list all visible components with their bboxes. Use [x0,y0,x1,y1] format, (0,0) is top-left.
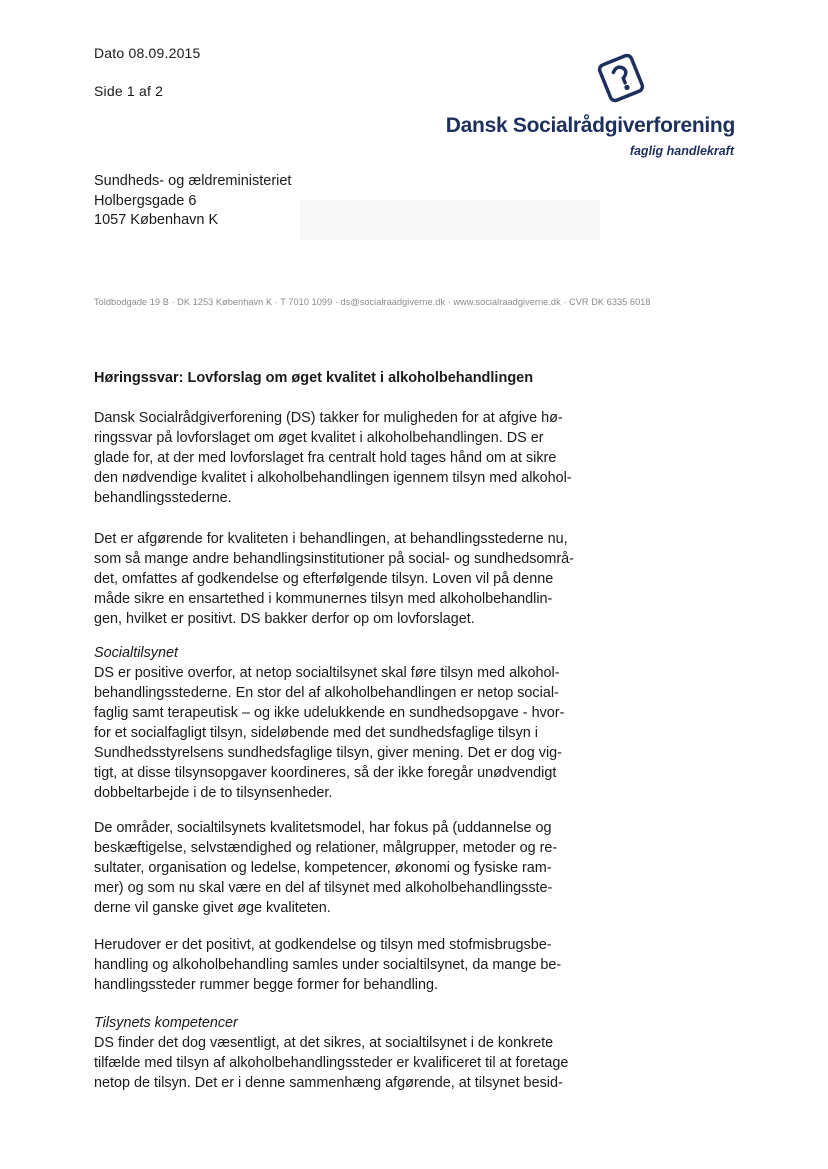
contact-footer-line: Toldbodgade 19 B · DK 1253 København K · T 7010 1099 · ds@socialraadgiverne.dk · www.socialraadgiverne.dk · CVR DK 6335 6018 [94,297,651,307]
text-line: Dansk Socialrådgiverforening (DS) takker for muligheden for at afgive hø- [94,410,563,426]
scan-smudge [300,200,600,240]
text-line: ringssvar på lovforslaget om øget kvalitet i alkoholbehandlingen. DS er [94,430,544,446]
text-line: dobbeltarbejde i de to tilsynsenheder. [94,785,333,801]
recipient-line: Holbergsgade 6 [94,192,197,209]
text-line: handling og alkoholbehandling samles under socialtilsynet, da mange be- [94,957,562,973]
text-line: for et socialfagligt tilsyn, sideløbende med det sundhedsfaglige tilsyn i [94,725,538,741]
text-line: behandlingsstederne. [94,490,232,506]
text-line: sultater, organisation og ledelse, kompetencer, økonomi og fysiske ram- [94,860,552,876]
letter-title: Høringssvar: Lovforslag om øget kvalitet i alkoholbehandlingen [94,370,534,386]
text-line: mer) og som nu skal være en del af tilsynet med alkoholbehandlingsste- [94,880,553,896]
text-line: gen, hvilket er positivt. DS bakker derfor op om lovforslaget. [94,611,475,627]
recipient-line: Sundheds- og ældreministeriet [94,173,292,189]
text-line: tigt, at disse tilsynsopgaver koordineres, så der ikke foregår unødvendigt [94,765,557,781]
text-line: handlingssteder rummer begge former for behandling. [94,977,438,993]
page-number: Side 1 af 2 [94,83,164,99]
text-line: den nødvendige kvalitet i alkoholbehandlingen igennem tilsyn med alkohol- [94,470,572,486]
letter-date: Dato 08.09.2015 [94,45,201,61]
text-line: netop de tilsyn. Det er i denne sammenhæng afgørende, at tilsynet besid- [94,1075,563,1091]
organization-name: Dansk Socialrådgiverforening [445,114,735,137]
ds-logo-icon [590,50,652,105]
organization-slogan: faglig handlekraft [629,144,734,158]
text-line: DS finder det dog væsentligt, at det sikres, at socialtilsynet i de konkrete [94,1035,554,1051]
text-line: De områder, socialtilsynets kvalitetsmodel, har fokus på (uddannelse og [94,820,552,836]
text-line: det, omfattes af godkendelse og efterfølgende tilsyn. Loven vil på denne [94,571,554,587]
text-line: derne vil ganske givet øge kvaliteten. [94,900,331,916]
section-subheading: Socialtilsynet [94,645,178,661]
text-line: glade for, at der med lovforslaget fra centralt hold tages hånd om at sikre [94,450,557,466]
paragraph [94,935,654,995]
text-line: måde sikre en ensartethed i kommunernes tilsyn med alkoholbehandlin- [94,591,553,607]
text-line: beskæftigelse, selvstændighed og relationer, målgrupper, metoder og re- [94,840,558,856]
text-line: faglig samt terapeutisk – og ikke udelukkende en sundhedsopgave - hvor- [94,705,565,721]
paragraph [94,408,654,508]
text-line: Sundhedsstyrelsens sundhedsfaglige tilsyn, giver mening. Det er dog vig- [94,745,562,761]
text-line: Herudover er det positivt, at godkendelse og tilsyn med stofmisbrugsbe- [94,937,552,953]
paragraph [94,529,654,629]
paragraph [94,1013,654,1093]
recipient-line: 1057 København K [94,212,219,228]
text-line: tilfælde med tilsyn af alkoholbehandlingssteder er kvalificeret til at foretage [94,1055,569,1071]
section-subheading: Tilsynets kompetencer [94,1015,238,1031]
text-line: behandlingsstederne. En stor del af alkoholbehandlingen er netop social- [94,685,559,701]
text-line: som så mange andre behandlingsinstitutioner på social- og sundhedsområ- [94,551,574,567]
text-line: DS er positive overfor, at netop socialtilsynet skal føre tilsyn med alkohol- [94,665,560,681]
recipient-address [94,172,291,231]
paragraph [94,818,654,918]
text-line: Det er afgørende for kvaliteten i behandlingen, at behandlingsstederne nu, [94,531,568,547]
paragraph [94,643,654,803]
